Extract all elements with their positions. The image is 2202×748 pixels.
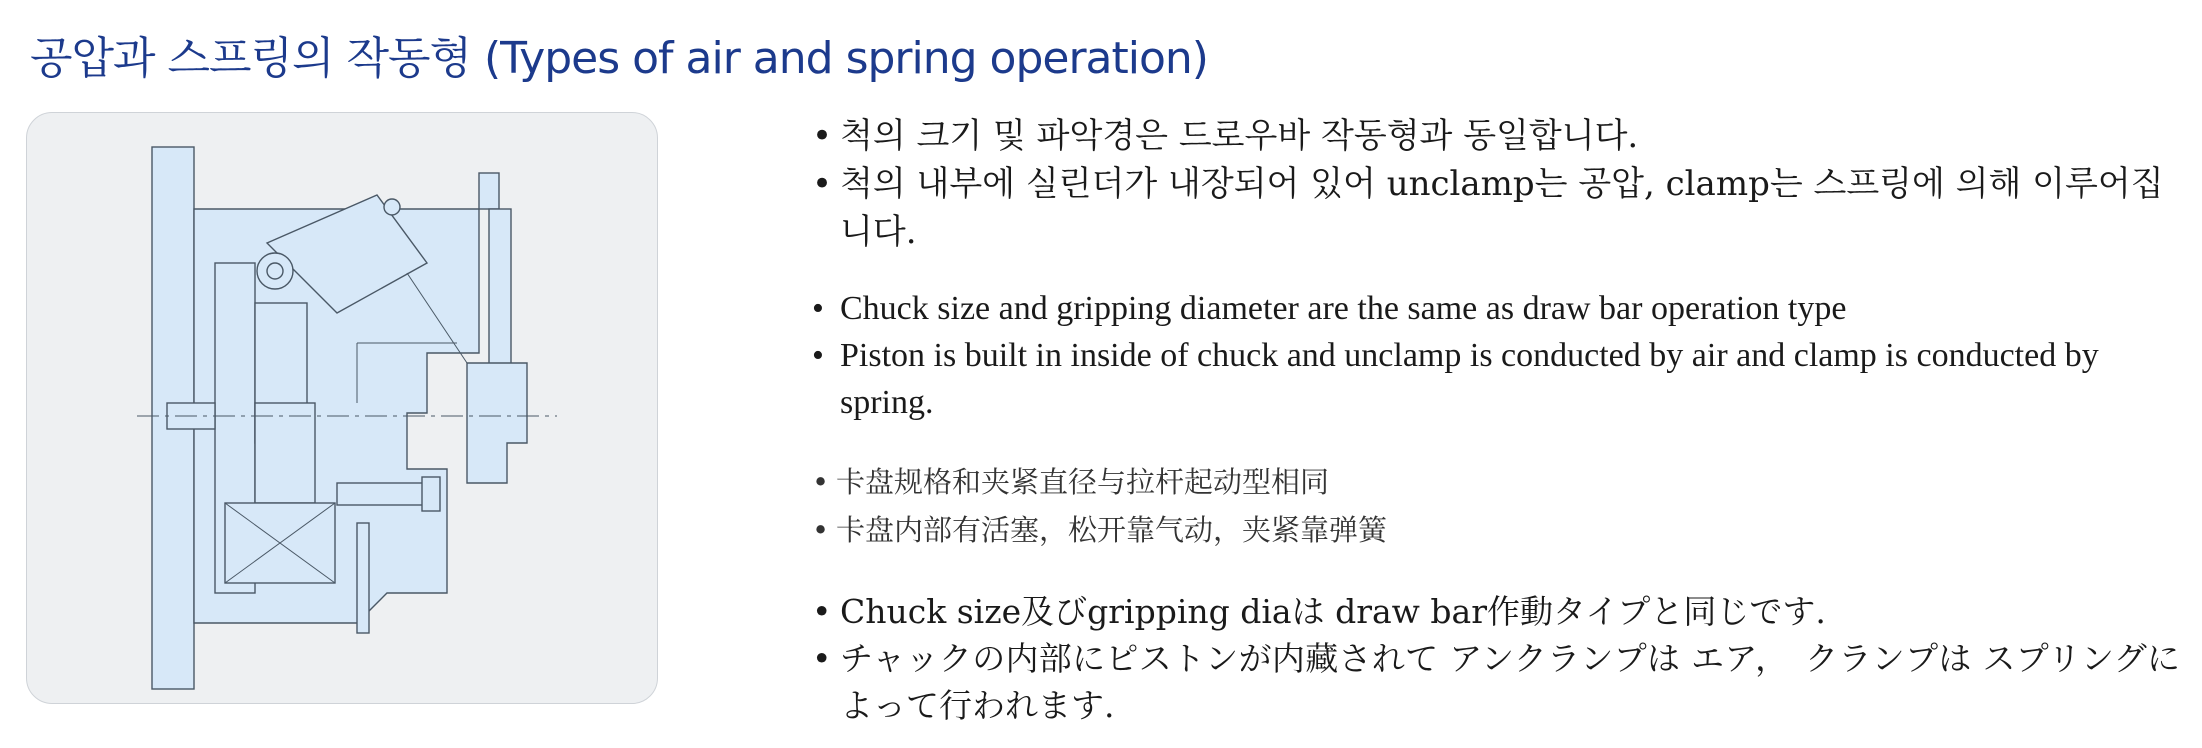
english-item: • Piston is built in inside of chuck and unclamp is conducted by air and clamp is conducted by spring. xyxy=(810,332,2180,426)
korean-item: • 척의 내부에 실린더가 내장되어 있어 unclamp는 공압, clamp는 스프링에 의해 이루어집니다. xyxy=(810,160,2180,256)
lower-screw xyxy=(337,483,427,505)
japanese-description xyxy=(810,588,2180,729)
japanese-item: • チャックの内部にピストンが内藏されて アンクランプは エア， クランプは スプリングによって行われます. xyxy=(810,635,2180,729)
chinese-item: • 卡盘规格和夹紧直径与拉杆起动型相同 xyxy=(810,458,2180,506)
top-bolt xyxy=(479,173,499,209)
chinese-item: • 卡盘内部有活塞，松开靠气动，夹紧靠弹簧 xyxy=(810,506,2180,554)
chuck-diagram-panel xyxy=(26,112,658,704)
page-title: 공압과 스프링의 작동형 (Types of air and spring operation) xyxy=(30,33,1208,84)
korean-description xyxy=(810,112,2180,256)
japanese-item: • Chuck size及びgripping diaは draw bar作動タイプと同じです. xyxy=(810,588,2180,635)
korean-item: • 척의 크기 및 파악경은 드로우바 작동형과 동일합니다. xyxy=(810,112,2180,160)
chinese-description xyxy=(810,458,2180,554)
english-item: • Chuck size and gripping diameter are the same as draw bar operation type xyxy=(810,285,2180,332)
english-description xyxy=(810,285,2180,426)
clamp-jaw xyxy=(467,363,527,483)
chuck-cross-section-diagram xyxy=(27,113,657,703)
